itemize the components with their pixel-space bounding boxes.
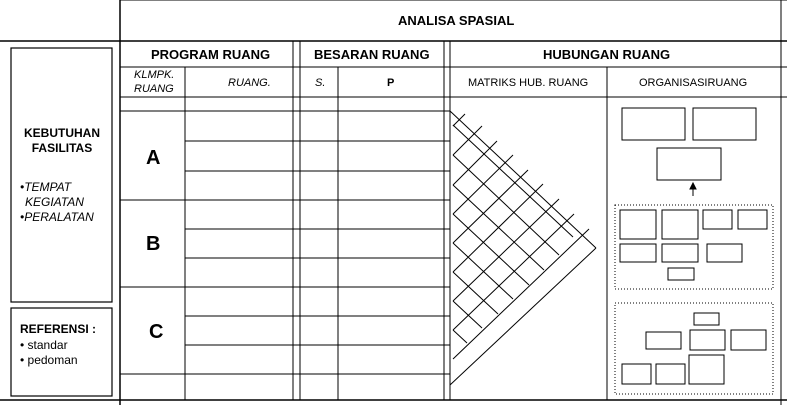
column-p: P xyxy=(387,77,395,89)
group-label-b: B xyxy=(146,233,161,255)
list-item: • standar xyxy=(20,338,68,352)
list-item: •TEMPAT xyxy=(20,180,72,194)
referensi-title: REFERENSI : xyxy=(20,322,97,336)
column-matriks-hub-ruang: MATRIKS HUB. RUANG xyxy=(468,77,589,89)
list-item: • pedoman xyxy=(20,353,78,367)
group-label-c: C xyxy=(149,321,164,343)
kebutuhan-items xyxy=(20,180,94,225)
group-label-a: A xyxy=(146,147,161,169)
column-organisasi-ruang: ORGANISASIRUANG xyxy=(639,77,748,89)
column-klmpk-ruang-line2: RUANG xyxy=(134,83,174,95)
column-klmpk-ruang-line1: KLMPK. xyxy=(134,69,175,81)
section-hubungan-ruang: HUBUNGAN RUANG xyxy=(543,47,671,62)
kebutuhan-fasilitas-heading xyxy=(22,126,102,156)
kebutuhan-line1: KEBUTUHAN xyxy=(24,126,100,140)
section-program-ruang: PROGRAM RUANG xyxy=(151,47,271,62)
referensi-block xyxy=(20,322,96,368)
kebutuhan-line2: FASILITAS xyxy=(31,141,93,155)
diagram-title: ANALISA SPASIAL xyxy=(398,13,515,28)
list-item: KEGIATAN xyxy=(25,195,84,209)
column-ruang: RUANG. xyxy=(228,77,271,89)
section-besaran-ruang: BESARAN RUANG xyxy=(314,47,430,62)
column-s: S. xyxy=(315,77,326,89)
list-item: •PERALATAN xyxy=(20,210,94,224)
